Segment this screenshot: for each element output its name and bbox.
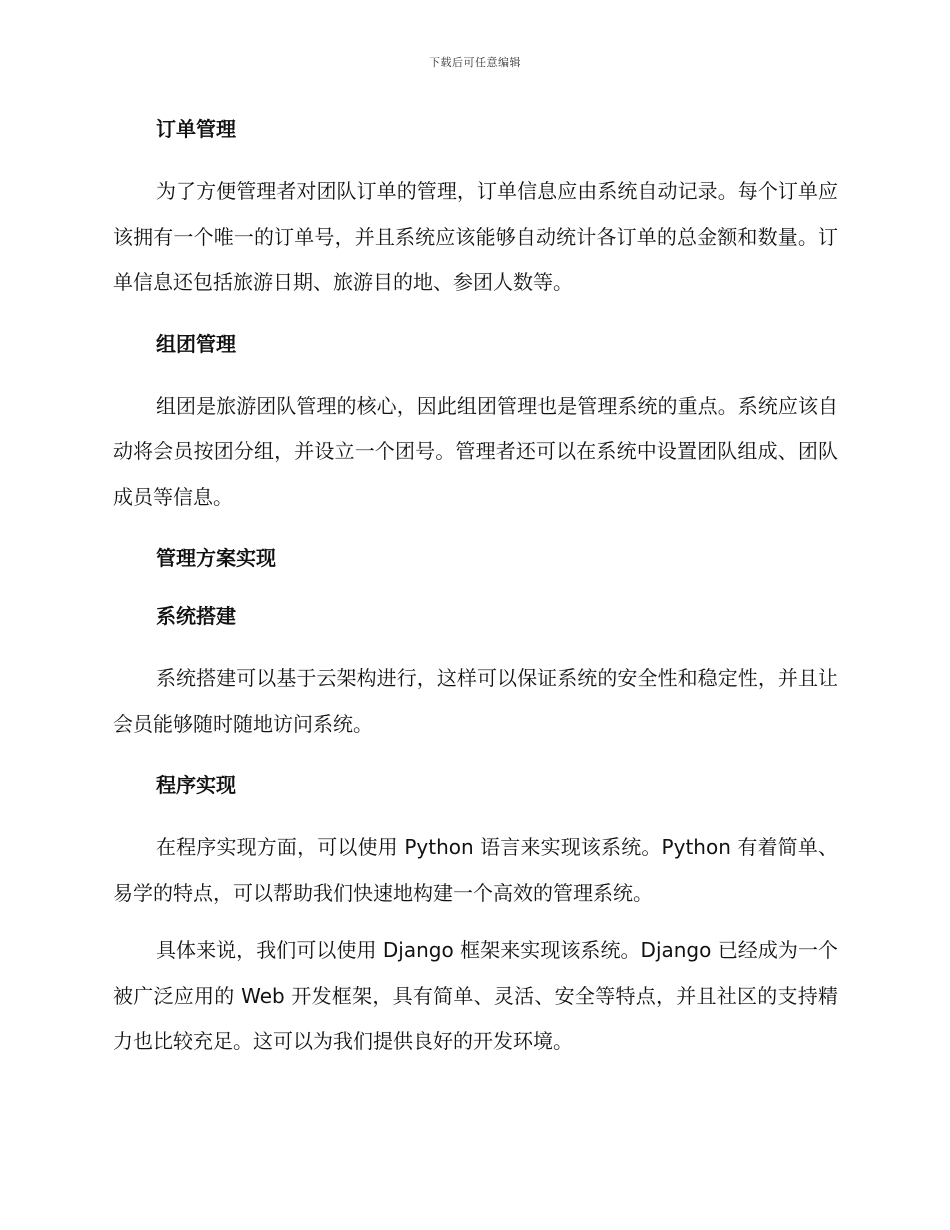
paragraph-program-django: 具体来说，我们可以使用 Django 框架来实现该系统。Django 已经成为一个被广泛应用的 Web 开发框架，具有简单、灵活、安全等特点，并且社区的支持精力也比较充足。这可以为我们提供良好的开发环境。 <box>113 938 838 1053</box>
heading-group-management: 组团管理 <box>156 331 236 356</box>
heading-program-implementation: 程序实现 <box>156 773 236 797</box>
heading-plan-implementation: 管理方案实现 <box>156 546 276 570</box>
paragraph-order-management: 为了方便管理者对团队订单的管理，订单信息应由系统自动记录。每个订单应该拥有一个唯一的订单号，并且系统应该能够自动统计各订单的总金额和数量。订单信息还包括旅游日期、旅游目的地、参团人数等。 <box>113 179 838 294</box>
page-header: 下载后可任意编辑 <box>429 56 521 69</box>
paragraph-group-management: 组团是旅游团队管理的核心，因此组团管理也是管理系统的重点。系统应该自动将会员按团分组，并设立一个团号。管理者还可以在系统中设置团队组成、团队成员等信息。 <box>113 393 838 509</box>
paragraph-system-build: 系统搭建可以基于云架构进行，这样可以保证系统的安全性和稳定性，并且让会员能够随时随地访问系统。 <box>113 666 838 736</box>
heading-system-build: 系统搭建 <box>156 604 236 628</box>
paragraph-program-python: 在程序实现方面，可以使用 Python 语言来实现该系统。Python 有着简单、易学的特点，可以帮助我们快速地构建一个高效的管理系统。 <box>113 835 838 905</box>
heading-order-management: 订单管理 <box>156 117 236 141</box>
document-body <box>113 113 838 1065</box>
